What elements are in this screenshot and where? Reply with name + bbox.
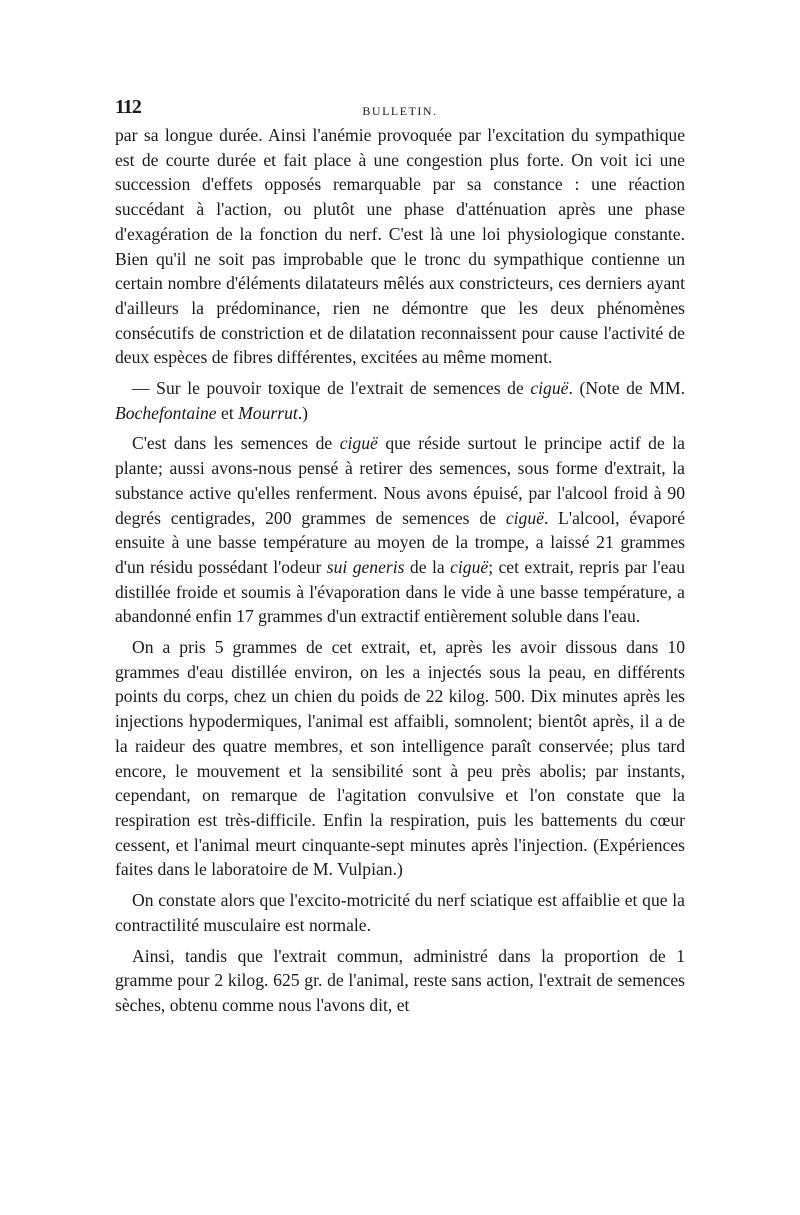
text-run: . L'alcool, évaporé ensuite à une basse température au moyen de la trompe, a laissé 21 grammes d'un résidu possédant l'odeur <box>115 507 685 577</box>
italic-run: ciguë <box>339 433 378 454</box>
text-run: par sa longue durée. Ainsi l'anémie provoquée par l'excitation du sympathique est de courte durée et fait place à une congestion plus forte. On voit ici une succession d'effets opposés remarquable par sa constance : une réaction succédant à l'action, ou plutôt une phase d'atténuation après une phase d'exagération de la fonction du nerf. C'est là une loi physiologique constante. Bien qu'il ne soit pas improbable que le tronc du sympathique contienne un certain nombre d'éléments dilatateurs mêlés aux constricteurs, ces derniers ayant d'ailleurs la prédominance, rien ne démontre que les deux phénomènes consécutifs de constriction et de dilatation reconnaissent pour cause l'activité de deux espèces de fibres différentes, excitées au même moment. <box>115 125 685 368</box>
paragraph <box>115 944 685 1018</box>
italic-run: Bochefontaine <box>115 402 217 423</box>
running-head <box>115 95 685 121</box>
italic-run: Mourrut <box>238 402 298 423</box>
text-run: Ainsi, tandis que l'extrait commun, administré dans la proportion de 1 gramme pour 2 kilog. 625 gr. de l'animal, reste sans action, l'extrait de semences sèches, obtenu comme nous l'avons dit, et <box>115 945 685 1015</box>
body-text <box>115 123 685 1018</box>
paragraph <box>115 635 685 882</box>
italic-run: ciguë <box>505 507 544 528</box>
text-run: C'est dans les semences de <box>132 433 340 454</box>
page-number: 112 <box>115 96 141 118</box>
book-page <box>115 95 685 1024</box>
italic-run: ciguë <box>450 556 489 577</box>
running-title: BULLETIN. <box>362 104 438 118</box>
text-run: . (Note de MM. <box>568 378 685 399</box>
text-run: de la <box>404 556 451 577</box>
text-run: .) <box>297 402 309 423</box>
text-run: On a pris 5 grammes de cet extrait, et, après les avoir dissous dans 10 grammes d'eau distillée environ, on les a injectés sous la peau, en différents points du corps, chez un chien du poids de 22 kilog. 500. Dix minutes après les injections hypodermiques, l'animal est affaibli, somnolent; bientôt après, il a de la raideur des quatre membres, et son intelligence paraît conservée; plus tard encore, le mouvement et la sensibilité sont à peu près abolis; par instants, cependant, on remarque de l'agitation convulsive et l'on constate que la respiration est très-difficile. Enfin la respiration, puis les battements du cœur cessent, et l'animal meurt cinquante-sept minutes après l'injection. (Expériences faites dans le laboratoire de M. Vulpian.) <box>115 637 685 880</box>
paragraph <box>115 431 685 629</box>
text-run: que réside surtout le principe actif de la plante; aussi avons-nous pensé à retirer des semences, sous forme d'extrait, la substance active qu'elles renferment. Nous avons épuisé, par l'alcool froid à 90 degrés centigrades, 200 grammes de semences de <box>115 433 685 528</box>
italic-run: ciguë <box>530 378 569 399</box>
text-run: — Sur le pouvoir toxique de l'extrait de semences de <box>132 378 531 399</box>
paragraph <box>115 376 685 425</box>
paragraph <box>115 123 685 370</box>
text-run: ; cet extrait, repris par l'eau distillée froide et soumis à l'évaporation dans le vide à une basse température, a abandonné enfin 17 grammes d'un extractif entièrement soluble dans l'eau. <box>115 556 686 627</box>
text-run: et <box>216 402 239 423</box>
paragraph <box>115 888 685 937</box>
italic-run: sui generis <box>326 556 405 577</box>
text-run: On constate alors que l'excito-motricité du nerf sciatique est affaiblie et que la contractilité musculaire est normale. <box>115 890 685 935</box>
